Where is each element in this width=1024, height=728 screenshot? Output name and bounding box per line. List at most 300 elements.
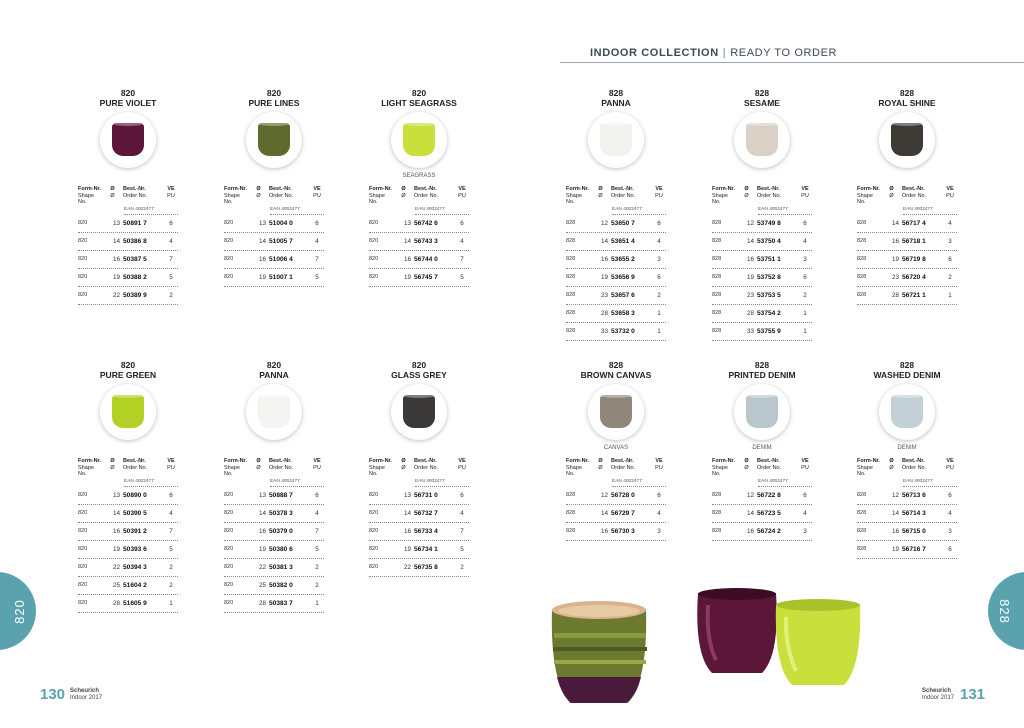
- cell-diameter: 19: [600, 273, 608, 281]
- product-name: PURE LINES: [248, 98, 300, 108]
- cell-order-no: 56722 8: [757, 491, 781, 499]
- col-diameter: Ø: [110, 458, 115, 464]
- product-image: [734, 112, 790, 168]
- ean-prefix: EAN 4002477: [758, 478, 812, 487]
- cell-diameter: 13: [403, 219, 411, 227]
- col-ve: VE: [458, 186, 466, 192]
- cell-shape: 828: [566, 274, 576, 280]
- cell-order-no: 56731 0: [414, 491, 438, 499]
- order-table: [857, 215, 957, 305]
- table-header: [224, 186, 324, 206]
- order-table: [369, 487, 469, 577]
- cell-order-no: 56728 0: [611, 491, 635, 499]
- cell-diameter: 14: [600, 237, 608, 245]
- col-ve: VE: [801, 458, 809, 464]
- product-image: [100, 112, 156, 168]
- product-name: PURE GREEN: [99, 370, 157, 380]
- cell-pu: 6: [803, 273, 807, 281]
- cell-diameter: 19: [258, 273, 266, 281]
- product-image: [879, 384, 935, 440]
- product-name: PURE VIOLET: [99, 98, 157, 108]
- cell-shape: 820: [369, 256, 379, 262]
- cell-shape: 828: [712, 510, 722, 516]
- col-shape-no: Shape No.: [712, 464, 728, 477]
- ean-prefix: EAN 4002477: [612, 206, 666, 215]
- cell-pu: 6: [948, 545, 952, 553]
- pot-swatch: [112, 395, 144, 428]
- cell-pu: 1: [169, 599, 173, 607]
- cell-pu: 6: [657, 273, 661, 281]
- col-best-nr: Best.-Nr.: [414, 186, 437, 192]
- cell-pu: 3: [948, 237, 952, 245]
- cell-shape: 828: [566, 292, 576, 298]
- cell-pu: 2: [315, 563, 319, 571]
- cell-pu: 2: [169, 291, 173, 299]
- cell-order-no: 56714 3: [902, 509, 926, 517]
- cell-shape: 828: [712, 310, 722, 316]
- cell-pu: 5: [315, 545, 319, 553]
- finish-label: [857, 173, 957, 183]
- col-diameter: Ø: [256, 458, 261, 464]
- product-panna-828: [566, 88, 666, 341]
- product-heading: [712, 360, 812, 380]
- table-row: [369, 251, 469, 269]
- footer-brand-left: [70, 688, 102, 702]
- col-pu: PU: [313, 192, 321, 199]
- cell-pu: 2: [315, 581, 319, 589]
- table-row: [566, 269, 666, 287]
- edition-right: Indoor 2017: [922, 695, 955, 701]
- cell-pu: 6: [460, 219, 464, 227]
- product-name: LIGHT SEAGRASS: [381, 98, 457, 108]
- cell-shape: 828: [566, 328, 576, 334]
- col-best-nr: Best.-Nr.: [902, 458, 925, 464]
- order-table: [78, 487, 178, 613]
- col-order-no: Order No.: [757, 464, 782, 471]
- cell-pu: 3: [803, 255, 807, 263]
- shape-code: 828: [899, 360, 915, 370]
- product-name: BROWN CANVAS: [580, 370, 652, 380]
- order-table: [566, 487, 666, 541]
- col-order-no: Order No.: [611, 464, 636, 471]
- col-diameter-en: Ø: [744, 464, 749, 471]
- product-image: [246, 384, 302, 440]
- cell-diameter: 19: [112, 273, 120, 281]
- cell-pu: 7: [315, 527, 319, 535]
- table-row: [712, 523, 812, 541]
- cell-pu: 4: [803, 237, 807, 245]
- col-diameter: Ø: [110, 186, 115, 192]
- order-table: [224, 215, 324, 287]
- cell-diameter: 13: [258, 491, 266, 499]
- cell-order-no: 50390 5: [123, 509, 147, 517]
- table-header: [712, 186, 812, 206]
- cell-pu: 6: [948, 255, 952, 263]
- table-row: [712, 305, 812, 323]
- cell-order-no: 53732 0: [611, 327, 635, 335]
- cell-order-no: 51007 1: [269, 273, 293, 281]
- cell-diameter: 19: [112, 545, 120, 553]
- product-sesame: [712, 88, 812, 341]
- pot-swatch: [403, 123, 435, 156]
- cell-shape: 828: [857, 492, 867, 498]
- table-row: [566, 287, 666, 305]
- cell-order-no: 56732 7: [414, 509, 438, 517]
- shape-code: 820: [120, 360, 136, 370]
- product-washed-denim: [857, 360, 957, 559]
- cell-diameter: 16: [403, 255, 411, 263]
- col-diameter-en: Ø: [110, 464, 115, 471]
- finish-label: [566, 173, 666, 183]
- col-shape-no: Shape No.: [566, 464, 582, 477]
- product-photo: [540, 585, 880, 715]
- cell-diameter: 16: [112, 255, 120, 263]
- cell-pu: 2: [803, 291, 807, 299]
- col-form-nr: Form-Nr.: [566, 186, 589, 192]
- product-heading: [369, 360, 469, 380]
- cell-order-no: 50380 6: [269, 545, 293, 553]
- shape-code: 820: [411, 88, 427, 98]
- cell-order-no: 50381 3: [269, 563, 293, 571]
- cell-diameter: 13: [112, 219, 120, 227]
- order-table: [224, 487, 324, 613]
- table-row: [712, 487, 812, 505]
- cell-shape: 820: [369, 274, 379, 280]
- cell-order-no: 56742 6: [414, 219, 438, 227]
- cell-shape: 820: [224, 528, 234, 534]
- cell-diameter: 22: [112, 291, 120, 299]
- table-row: [566, 487, 666, 505]
- table-header: [369, 186, 469, 206]
- cell-diameter: 16: [258, 255, 266, 263]
- cell-pu: 3: [803, 527, 807, 535]
- cell-diameter: 19: [746, 273, 754, 281]
- product-glass-grey: [369, 360, 469, 577]
- col-best-nr: Best.-Nr.: [611, 458, 634, 464]
- cell-pu: 5: [460, 545, 464, 553]
- shape-code: 820: [411, 360, 427, 370]
- cell-diameter: 12: [600, 219, 608, 227]
- col-pu: PU: [458, 192, 466, 199]
- cell-order-no: 56729 7: [611, 509, 635, 517]
- table-row: [369, 487, 469, 505]
- cell-pu: 7: [169, 527, 173, 535]
- cell-diameter: 25: [258, 581, 266, 589]
- table-row: [712, 323, 812, 341]
- cell-order-no: 53753 5: [757, 291, 781, 299]
- cell-order-no: 56721 1: [902, 291, 926, 299]
- cell-pu: 2: [948, 273, 952, 281]
- table-row: [712, 269, 812, 287]
- table-row: [857, 505, 957, 523]
- col-diameter-en: Ø: [110, 192, 115, 199]
- table-row: [224, 487, 324, 505]
- table-row: [857, 541, 957, 559]
- cell-order-no: 53754 2: [757, 309, 781, 317]
- col-ve: VE: [313, 458, 321, 464]
- cell-shape: 828: [712, 238, 722, 244]
- col-shape-no: Shape No.: [369, 464, 385, 477]
- product-printed-denim: [712, 360, 812, 541]
- product-image: [100, 384, 156, 440]
- cell-diameter: 28: [112, 599, 120, 607]
- finish-label: [78, 445, 178, 455]
- product-image: [391, 112, 447, 168]
- col-diameter-en: Ø: [598, 192, 603, 199]
- cell-order-no: 56735 8: [414, 563, 438, 571]
- table-row: [224, 523, 324, 541]
- finish-label: DENIM: [752, 445, 772, 451]
- cell-order-no: 50389 9: [123, 291, 147, 299]
- table-row: [224, 595, 324, 613]
- cell-diameter: 16: [746, 527, 754, 535]
- table-header: [369, 458, 469, 478]
- ean-prefix: EAN 4002477: [415, 478, 469, 487]
- shape-code: 828: [754, 360, 770, 370]
- col-form-nr: Form-Nr.: [857, 186, 880, 192]
- cell-order-no: 56718 1: [902, 237, 926, 245]
- col-diameter-en: Ø: [256, 464, 261, 471]
- cell-shape: 820: [78, 582, 88, 588]
- cell-shape: 820: [78, 256, 88, 262]
- table-row: [78, 577, 178, 595]
- cell-diameter: 14: [258, 509, 266, 517]
- col-diameter-en: Ø: [889, 192, 894, 199]
- cell-shape: 828: [566, 310, 576, 316]
- cell-diameter: 13: [258, 219, 266, 227]
- ean-prefix: EAN 4002477: [415, 206, 469, 215]
- table-row: [857, 487, 957, 505]
- cell-shape: 828: [857, 510, 867, 516]
- cell-diameter: 16: [258, 527, 266, 535]
- cell-pu: 2: [460, 563, 464, 571]
- cell-shape: 820: [224, 274, 234, 280]
- cell-order-no: 50891 7: [123, 219, 147, 227]
- cell-pu: 6: [657, 219, 661, 227]
- cell-order-no: 50379 0: [269, 527, 293, 535]
- cell-diameter: 12: [600, 491, 608, 499]
- cell-diameter: 14: [746, 237, 754, 245]
- cell-pu: 6: [460, 491, 464, 499]
- cell-shape: 828: [712, 256, 722, 262]
- col-order-no: Order No.: [269, 464, 294, 471]
- ean-prefix: EAN 4002477: [758, 206, 812, 215]
- cell-shape: 820: [78, 528, 88, 534]
- product-heading: [566, 88, 666, 108]
- cell-shape: 828: [857, 274, 867, 280]
- col-order-no: Order No.: [757, 192, 782, 199]
- cell-diameter: 16: [746, 255, 754, 263]
- table-row: [224, 233, 324, 251]
- header-separator: |: [722, 47, 727, 59]
- col-ve: VE: [313, 186, 321, 192]
- cell-diameter: 33: [600, 327, 608, 335]
- cell-order-no: 56730 3: [611, 527, 635, 535]
- table-row: [566, 233, 666, 251]
- cell-shape: 828: [857, 546, 867, 552]
- cell-pu: 4: [315, 237, 319, 245]
- cell-diameter: 14: [600, 509, 608, 517]
- table-row: [369, 559, 469, 577]
- table-row: [566, 215, 666, 233]
- col-diameter: Ø: [744, 186, 749, 192]
- cell-diameter: 19: [891, 255, 899, 263]
- col-form-nr: Form-Nr.: [224, 458, 247, 464]
- cell-pu: 7: [460, 255, 464, 263]
- table-row: [566, 305, 666, 323]
- table-row: [78, 523, 178, 541]
- col-pu: PU: [655, 464, 663, 471]
- table-header: [78, 458, 178, 478]
- cell-order-no: 50382 0: [269, 581, 293, 589]
- cell-order-no: 50388 2: [123, 273, 147, 281]
- col-shape-no: Shape No.: [224, 192, 240, 205]
- cell-shape: 828: [857, 528, 867, 534]
- edition-left: Indoor 2017: [70, 695, 103, 701]
- product-name: GLASS GREY: [391, 370, 447, 380]
- col-diameter: Ø: [401, 458, 406, 464]
- cell-shape: 828: [857, 256, 867, 262]
- cell-pu: 4: [657, 509, 661, 517]
- cell-order-no: 53650 7: [611, 219, 635, 227]
- cell-order-no: 53655 2: [611, 255, 635, 263]
- product-pure-violet: [78, 88, 178, 305]
- col-diameter-en: Ø: [598, 464, 603, 471]
- ean-prefix: EAN 4002477: [903, 206, 957, 215]
- table-header: [566, 458, 666, 478]
- cell-shape: 820: [224, 256, 234, 262]
- cell-order-no: 56717 4: [902, 219, 926, 227]
- cell-diameter: 23: [600, 291, 608, 299]
- cell-shape: 828: [712, 274, 722, 280]
- col-diameter-en: Ø: [401, 192, 406, 199]
- cell-pu: 7: [460, 527, 464, 535]
- collection-title: INDOOR COLLECTION: [590, 47, 719, 59]
- table-row: [224, 251, 324, 269]
- table-row: [369, 541, 469, 559]
- pot-swatch: [891, 395, 923, 428]
- table-header: [857, 186, 957, 206]
- finish-label: SEAGRASS: [402, 173, 436, 179]
- cell-shape: 820: [369, 546, 379, 552]
- cell-pu: 4: [169, 237, 173, 245]
- cell-order-no: 50386 8: [123, 237, 147, 245]
- col-ve: VE: [801, 186, 809, 192]
- cell-pu: 6: [315, 219, 319, 227]
- table-row: [857, 269, 957, 287]
- finish-label: [224, 445, 324, 455]
- cell-diameter: 19: [403, 273, 411, 281]
- finish-label: DENIM: [897, 445, 917, 451]
- col-diameter-en: Ø: [401, 464, 406, 471]
- finish-label: [369, 445, 469, 455]
- table-row: [78, 251, 178, 269]
- cell-diameter: 33: [746, 327, 754, 335]
- table-row: [857, 251, 957, 269]
- cell-shape: 828: [566, 492, 576, 498]
- table-row: [369, 505, 469, 523]
- table-row: [566, 505, 666, 523]
- cell-pu: 6: [948, 491, 952, 499]
- table-row: [78, 287, 178, 305]
- order-table: [566, 215, 666, 341]
- cell-order-no: 50378 3: [269, 509, 293, 517]
- cell-shape: 820: [224, 220, 234, 226]
- product-pure-lines: [224, 88, 324, 287]
- order-table: [369, 215, 469, 287]
- cell-diameter: 14: [746, 509, 754, 517]
- col-pu: PU: [313, 464, 321, 471]
- table-row: [78, 269, 178, 287]
- brand-name-left: Scheurich: [70, 688, 100, 694]
- col-best-nr: Best.-Nr.: [611, 186, 634, 192]
- ean-prefix: EAN 4002477: [270, 478, 324, 487]
- cell-shape: 828: [712, 328, 722, 334]
- table-row: [857, 287, 957, 305]
- cell-pu: 2: [169, 581, 173, 589]
- col-order-no: Order No.: [902, 192, 927, 199]
- product-name: PANNA: [259, 370, 289, 380]
- cell-shape: 820: [224, 600, 234, 606]
- cell-pu: 6: [803, 219, 807, 227]
- cell-shape: 820: [369, 492, 379, 498]
- cell-shape: 828: [566, 238, 576, 244]
- cell-order-no: 51604 2: [123, 581, 147, 589]
- cell-pu: 1: [657, 309, 661, 317]
- pot-swatch: [258, 395, 290, 428]
- product-heading: [566, 360, 666, 380]
- cell-diameter: 16: [600, 527, 608, 535]
- cell-shape: 820: [78, 220, 88, 226]
- cell-diameter: 28: [891, 291, 899, 299]
- cell-pu: 6: [169, 219, 173, 227]
- cell-order-no: 53751 1: [757, 255, 781, 263]
- finish-label: CANVAS: [603, 445, 629, 451]
- cell-pu: 4: [803, 509, 807, 517]
- product-name: WASHED DENIM: [873, 370, 941, 380]
- finish-label: [712, 173, 812, 183]
- product-image: [588, 112, 644, 168]
- shape-code: 828: [899, 88, 915, 98]
- cell-diameter: 13: [403, 491, 411, 499]
- cell-order-no: 51005 7: [269, 237, 293, 245]
- col-pu: PU: [801, 192, 809, 199]
- col-best-nr: Best.-Nr.: [123, 186, 146, 192]
- cell-pu: 3: [657, 255, 661, 263]
- cell-order-no: 56719 8: [902, 255, 926, 263]
- col-diameter: Ø: [744, 458, 749, 464]
- col-diameter: Ø: [598, 458, 603, 464]
- table-row: [566, 523, 666, 541]
- cell-order-no: 53749 8: [757, 219, 781, 227]
- table-row: [224, 577, 324, 595]
- product-image: [246, 112, 302, 168]
- cell-shape: 820: [224, 492, 234, 498]
- cell-diameter: 16: [891, 237, 899, 245]
- cell-diameter: 12: [746, 491, 754, 499]
- product-heading: [78, 360, 178, 380]
- table-header: [712, 458, 812, 478]
- cell-diameter: 13: [112, 491, 120, 499]
- cell-shape: 820: [224, 510, 234, 516]
- ean-prefix: EAN 4002477: [612, 478, 666, 487]
- col-form-nr: Form-Nr.: [712, 186, 735, 192]
- collection-status: READY TO ORDER: [730, 47, 838, 59]
- col-best-nr: Best.-Nr.: [414, 458, 437, 464]
- product-heading: [712, 88, 812, 108]
- table-header: [857, 458, 957, 478]
- product-image: [734, 384, 790, 440]
